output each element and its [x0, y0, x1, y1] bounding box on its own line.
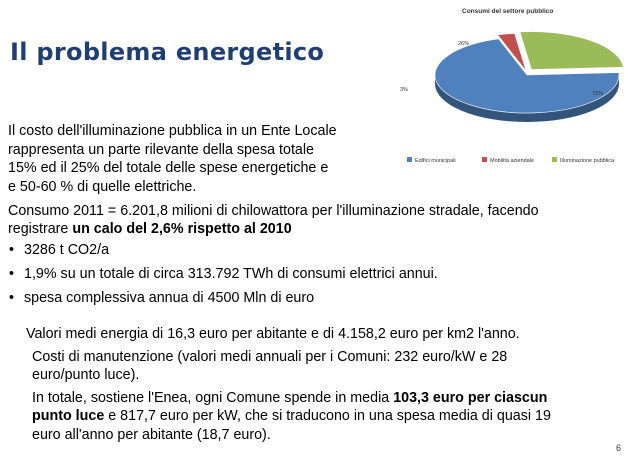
consumption-line-2	[8, 221, 633, 239]
enea-highlight: punto luce	[32, 408, 105, 424]
chart-legend	[407, 157, 615, 164]
legend-label: Mobilità aziendale	[490, 158, 535, 164]
intro-line: rappresenta un parte rilevante della spesa totale	[8, 141, 314, 158]
data-label: 71%	[592, 91, 604, 97]
enea-prefix: In totale, sostiene l'Enea, ogni Comune spende in media	[32, 389, 394, 406]
pie-slices	[400, 32, 623, 122]
maintenance-line: Costi di manutenzione (valori medi annuali per i Comuni: 232 euro/kW e 28	[32, 348, 508, 365]
legend-swatch	[552, 157, 557, 162]
bullet-icon: •	[9, 242, 15, 258]
list-item	[8, 242, 633, 260]
pie-chart	[392, 0, 632, 178]
enea-paragraph	[26, 389, 626, 445]
bullet-text: 1,9% su un totale di circa 313.792 TWh di consumi elettrici annui.	[24, 266, 438, 282]
consumption-prefix: registrare	[8, 220, 73, 237]
intro-paragraph	[8, 122, 380, 196]
bullet-text: 3286 t CO2/a	[24, 242, 110, 258]
enea-mid: e 817,7 euro per kW, che si traducono in una spesa media di quasi 19	[104, 408, 551, 424]
slice-illuminazione-pubblica	[520, 32, 623, 70]
enea-highlight: 103,3 euro per ciascun	[393, 389, 548, 406]
intro-line: e 50-60 % di quelle elettriche.	[8, 178, 197, 195]
maintenance-paragraph	[26, 348, 626, 385]
list-item	[8, 266, 633, 284]
bullet-icon: •	[9, 290, 15, 306]
intro-line: Il costo dell'illuminazione pubblica in un Ente Locale	[8, 123, 337, 139]
page-number: 6	[616, 443, 622, 453]
intro-line: 15% ed il 25% del totale delle spese energetiche e	[8, 160, 329, 177]
legend-label: Illuminazione pubblica	[560, 158, 615, 164]
legend-label: Edifici municipali	[415, 158, 456, 164]
consumption-bullets	[8, 242, 633, 308]
data-label: 3%	[400, 87, 408, 93]
consumption-highlight: un calo del 2,6% rispetto al 2010	[72, 220, 292, 237]
energy-values-paragraph: Valori medi energia di 16,3 euro per abitante e di 4.158,2 euro per km2 l'anno.	[26, 326, 520, 342]
list-item	[8, 290, 633, 308]
bullet-icon: •	[9, 266, 15, 282]
costs-block	[26, 325, 626, 448]
consumption-block	[8, 203, 633, 314]
chart-title: Consumi del settore pubblico	[462, 8, 554, 15]
data-label: 26%	[458, 41, 470, 47]
legend-swatch	[407, 157, 412, 162]
slide-title: Il problema energetico	[10, 38, 325, 66]
maintenance-line: euro/punto luce).	[32, 367, 140, 383]
bullet-text: spesa complessiva annua di 4500 Mln di euro	[24, 290, 315, 306]
legend-swatch	[482, 157, 487, 162]
consumption-line: Consumo 2011 = 6.201,8 milioni di chilowattora per l'illuminazione stradale, facendo	[8, 203, 539, 219]
enea-end: euro all'anno per abitante (18,7 euro).	[32, 426, 271, 443]
